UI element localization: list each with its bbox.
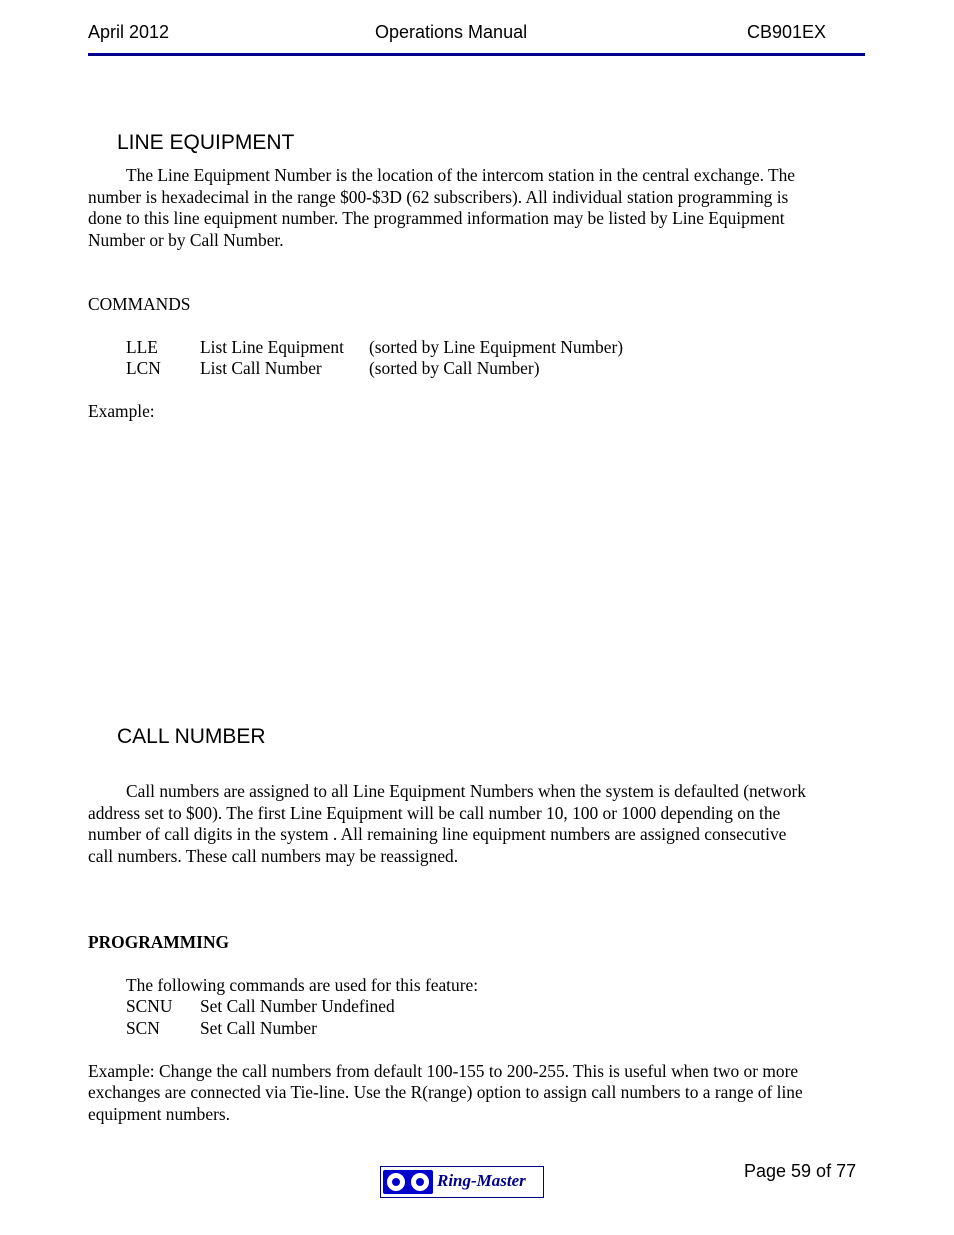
command-name: Set Call Number Undefined <box>200 996 395 1016</box>
command-note: (sorted by Line Equipment Number) <box>369 337 624 357</box>
command-code: SCN <box>126 1018 160 1038</box>
command-name: Set Call Number <box>200 1018 317 1038</box>
paragraph-line: done to this line equipment number. The programmed information may be listed by Line Equipment <box>88 208 785 228</box>
command-name: List Call Number <box>200 358 322 378</box>
paragraph-line: number is hexadecimal in the range $00-$3D (62 subscribers). All individual station programming is <box>88 187 789 207</box>
example-line: equipment numbers. <box>88 1104 230 1124</box>
example-label: Example: <box>88 401 155 421</box>
ring-master-logo <box>380 1166 544 1198</box>
section-heading-line-equipment: LINE EQUIPMENT <box>117 131 295 154</box>
paragraph-line: number of call digits in the system . All remaining line equipment numbers are assigned consecutive <box>88 824 787 844</box>
command-note: (sorted by Call Number) <box>369 358 540 378</box>
logo-brand-text: Ring-Master <box>437 1171 526 1190</box>
header-rule <box>88 53 865 56</box>
paragraph-line: address set to $00). The first Line Equipment will be call number 10, 100 or 1000 depending on the <box>88 803 781 823</box>
paragraph-line: Number or by Call Number. <box>88 230 284 250</box>
paragraph-line: The Line Equipment Number is the location of the intercom station in the central exchange. The <box>126 165 796 185</box>
header-date: April 2012 <box>88 22 170 42</box>
command-code: LCN <box>126 358 161 378</box>
section-heading-call-number: CALL NUMBER <box>117 725 266 748</box>
command-code: LLE <box>126 337 158 357</box>
header-title: Operations Manual <box>375 22 528 42</box>
programming-intro: The following commands are used for this feature: <box>126 975 479 995</box>
paragraph-line: call numbers. These call numbers may be reassigned. <box>88 846 459 866</box>
paragraph-line: Call numbers are assigned to all Line Equipment Numbers when the system is defaulted (network <box>126 781 807 801</box>
rings-icon <box>383 1170 433 1194</box>
commands-label: COMMANDS <box>88 294 191 314</box>
programming-label: PROGRAMMING <box>88 932 230 952</box>
header-model: CB901EX <box>747 22 827 42</box>
example-line: Example: Change the call numbers from default 100-155 to 200-255. This is useful when two or more <box>88 1061 799 1081</box>
command-code: SCNU <box>126 996 173 1016</box>
page-number: Page 59 of 77 <box>744 1161 857 1181</box>
command-name: List Line Equipment <box>200 337 344 357</box>
example-line: exchanges are connected via Tie-line. Use the R(range) option to assign call numbers to a range of line <box>88 1082 803 1102</box>
